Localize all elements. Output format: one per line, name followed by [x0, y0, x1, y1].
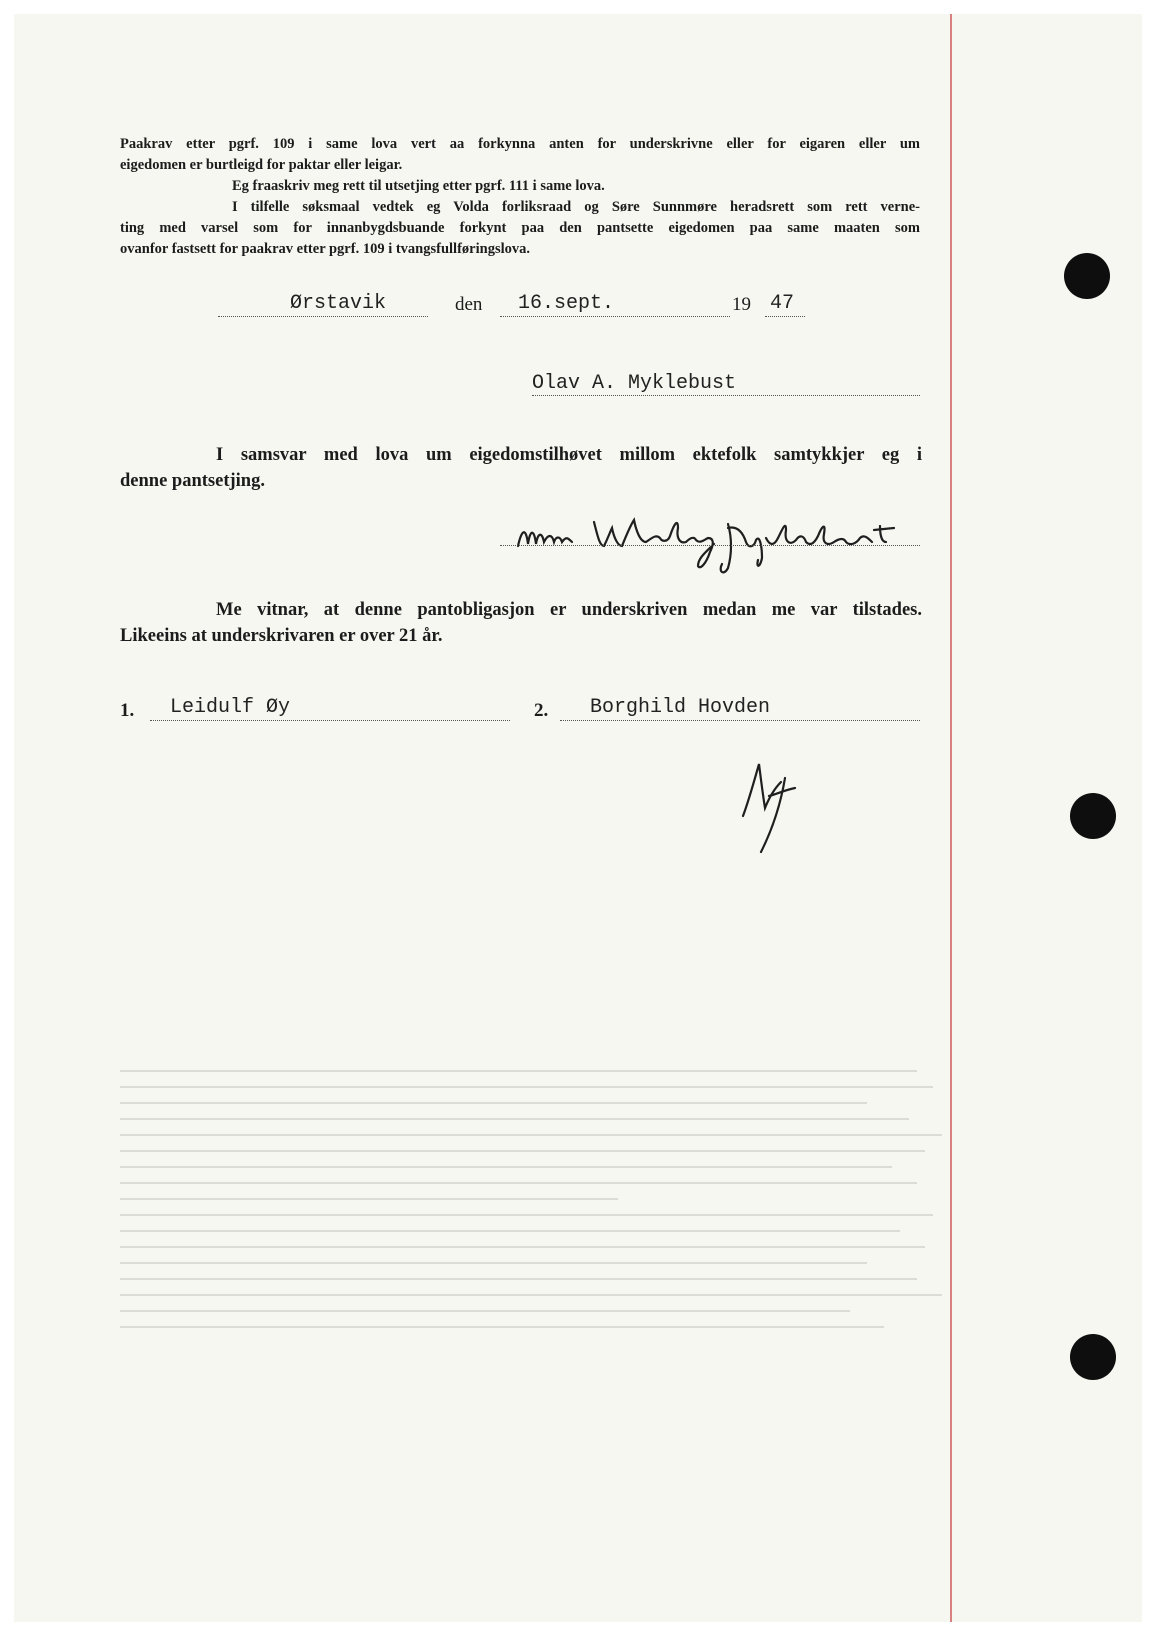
clause-line-1: Paakrav etter pgrf. 109 i same lova vert aa forkynna anten for underskrivne eller for eigaren eller um [120, 136, 920, 152]
spouse-signature [510, 508, 915, 578]
signer-dotted-line [532, 395, 920, 396]
punch-hole-bottom [1070, 1334, 1116, 1380]
place-value: Ørstavik [290, 292, 387, 315]
signer-name: Olav A. Myklebust [532, 372, 737, 395]
punch-hole-top [1064, 253, 1110, 299]
witness-2-number: 2. [534, 700, 549, 721]
year-dotted-line [765, 316, 805, 317]
clause-line-6: ovanfor fastsett for paakrav etter pgrf. 109 i tvangsfullføringslova. [120, 241, 530, 257]
witness-1-number: 1. [120, 700, 135, 721]
bleed-through-text [120, 1070, 950, 1342]
witness-statement-line-1: Me vitnar, at denne pantobligasjon er underskriven medan me var tilstades. [216, 600, 922, 620]
year-prefix: 19 [732, 294, 751, 315]
clause-line-4: I tilfelle søksmaal vedtek eg Volda forliksraad og Søre Sunnmøre heradsrett som rett verne- [232, 199, 920, 215]
clause-line-3: Eg fraaskriv meg rett til utsetjing etter pgrf. 111 i same lova. [232, 178, 605, 194]
date-value: 16.sept. [518, 292, 615, 315]
clause-line-5: ting med varsel som for innanbygdsbuande forkynt paa den pantsette eigedomen paa same maaten som [120, 220, 920, 236]
den-label: den [455, 294, 483, 315]
spouse-signature-dotted-line [500, 545, 920, 546]
witness-2-name: Borghild Hovden [590, 696, 771, 719]
initials-mark [735, 758, 805, 858]
punch-hole-middle [1070, 793, 1116, 839]
witness-1-name: Leidulf Øy [170, 696, 291, 719]
witness-1-dotted-line [150, 720, 510, 721]
spouse-consent-line-1: I samsvar med lova um eigedomstilhøvet millom ektefolk samtykkjer eg i [216, 445, 922, 465]
witness-statement-line-2: Likeeins at underskrivaren er over 21 år. [120, 626, 443, 646]
place-dotted-line [218, 316, 428, 317]
witness-2-dotted-line [560, 720, 920, 721]
clause-line-2: eigedomen er burtleigd for paktar eller leigar. [120, 157, 403, 173]
year-suffix: 47 [770, 292, 795, 315]
red-margin-line [950, 14, 952, 1624]
spouse-consent-line-2: denne pantsetjing. [120, 471, 265, 491]
date-dotted-line [500, 316, 730, 317]
